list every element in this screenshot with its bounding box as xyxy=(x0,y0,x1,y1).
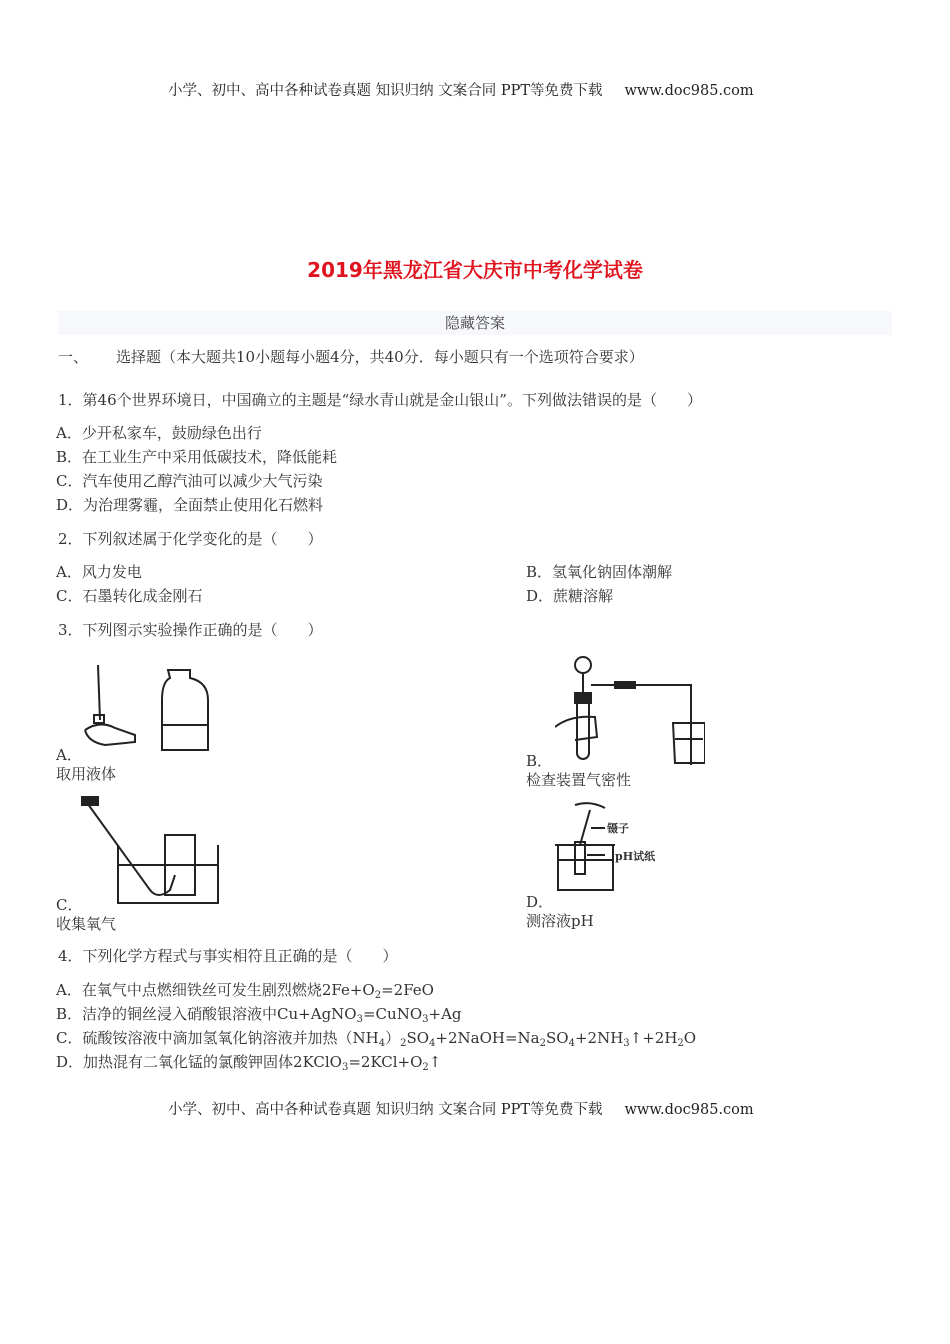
ph-paper-label: pH试纸 xyxy=(615,850,656,863)
q4-option-a[interactable] xyxy=(56,980,434,1000)
q1-option-a[interactable]: A．少开私家车，鼓励绿色出行 xyxy=(56,424,262,442)
q3-option-c-letter[interactable]: C． xyxy=(56,896,83,914)
figure-b-airtightness-check xyxy=(555,655,705,765)
header-link[interactable]: www.doc985.com xyxy=(624,83,754,99)
option-text: D．加热混有二氧化锰的氯酸钾固体 xyxy=(56,1053,294,1071)
footer-text: 小学、初中、高中各种试卷真题 知识归纳 文案合同 PPT等免费下载 xyxy=(168,1102,603,1118)
q2-option-d[interactable]: D．蔗糖溶解 xyxy=(526,587,614,605)
q4-option-b[interactable] xyxy=(56,1004,462,1024)
q2-option-c[interactable]: C．石墨转化成金刚石 xyxy=(56,587,203,605)
equation: Cu+AgNO$_3$=CuNO$_3$+Ag xyxy=(277,1005,462,1025)
question-1-stem: 1．第46个世界环境日，中国确立的主题是“绿水青山就是金山银山”。下列做法错误的是（ ） xyxy=(58,391,702,409)
footer-link[interactable]: www.doc985.com xyxy=(624,1102,754,1118)
hide-answer-button[interactable]: 隐藏答案 xyxy=(58,311,892,335)
q4-option-c[interactable] xyxy=(56,1028,696,1048)
equation: $2Fe+O_2=2FeO$ xyxy=(321,981,434,1001)
section-text: 选择题（本大题共10小题每小题4分，共40分．每小题只有一个选项符合要求） xyxy=(116,348,644,366)
page-header xyxy=(168,81,754,101)
figure-a-pouring-liquid xyxy=(80,660,210,755)
q3-option-c-caption: 收集氧气 xyxy=(56,915,117,933)
q1-option-c[interactable]: C．汽车使用乙醇汽油可以减少大气污染 xyxy=(56,472,323,490)
q3-option-a-letter[interactable]: A． xyxy=(56,746,82,764)
question-4-stem: 4．下列化学方程式与事实相符且正确的是（ ） xyxy=(58,947,398,965)
page-footer xyxy=(168,1100,754,1120)
tweezers-label: 镊子 xyxy=(607,822,629,835)
exam-title: 2019年黑龙江省大庆市中考化学试卷 xyxy=(307,258,643,282)
equation: $2KClO_3=2KCl+O_2↑$ xyxy=(293,1053,442,1073)
q1-option-d[interactable]: D．为治理雾霾，全面禁止使用化石燃料 xyxy=(56,496,324,514)
equation: $(NH_4)_2SO_4+2NaOH=Na_2SO_4+2NH_3↑+2H_2O$ xyxy=(337,1029,697,1049)
section-heading xyxy=(58,347,644,367)
q2-option-b[interactable]: B．氢氧化钠固体潮解 xyxy=(526,563,673,581)
q3-option-b-caption: 检查装置气密性 xyxy=(526,771,632,789)
q1-option-b[interactable]: B．在工业生产中采用低碳技术，降低能耗 xyxy=(56,448,338,466)
section-number: 一、 xyxy=(58,348,89,366)
option-text: C．硫酸铵溶液中滴加氢氧化钠溶液并加热 xyxy=(56,1029,338,1047)
q3-option-b-letter[interactable]: B． xyxy=(526,752,553,770)
figure-c-collecting-oxygen xyxy=(80,795,225,910)
option-text: A．在氧气中点燃细铁丝可发生剧烈燃烧 xyxy=(56,981,322,999)
question-3-stem: 3．下列图示实验操作正确的是（ ） xyxy=(58,621,323,639)
header-text: 小学、初中、高中各种试卷真题 知识归纳 文案合同 PPT等免费下载 xyxy=(168,83,603,99)
q3-option-a-caption: 取用液体 xyxy=(56,765,117,783)
q3-option-d-caption: 测溶液pH xyxy=(526,912,594,930)
question-2-stem: 2．下列叙述属于化学变化的是（ ） xyxy=(58,530,323,548)
q2-option-a[interactable]: A．风力发电 xyxy=(56,563,142,581)
option-text: B．洁净的铜丝浸入硝酸银溶液中 xyxy=(56,1005,278,1023)
q3-option-d-letter[interactable]: D． xyxy=(526,893,554,911)
q4-option-d[interactable] xyxy=(56,1052,441,1072)
